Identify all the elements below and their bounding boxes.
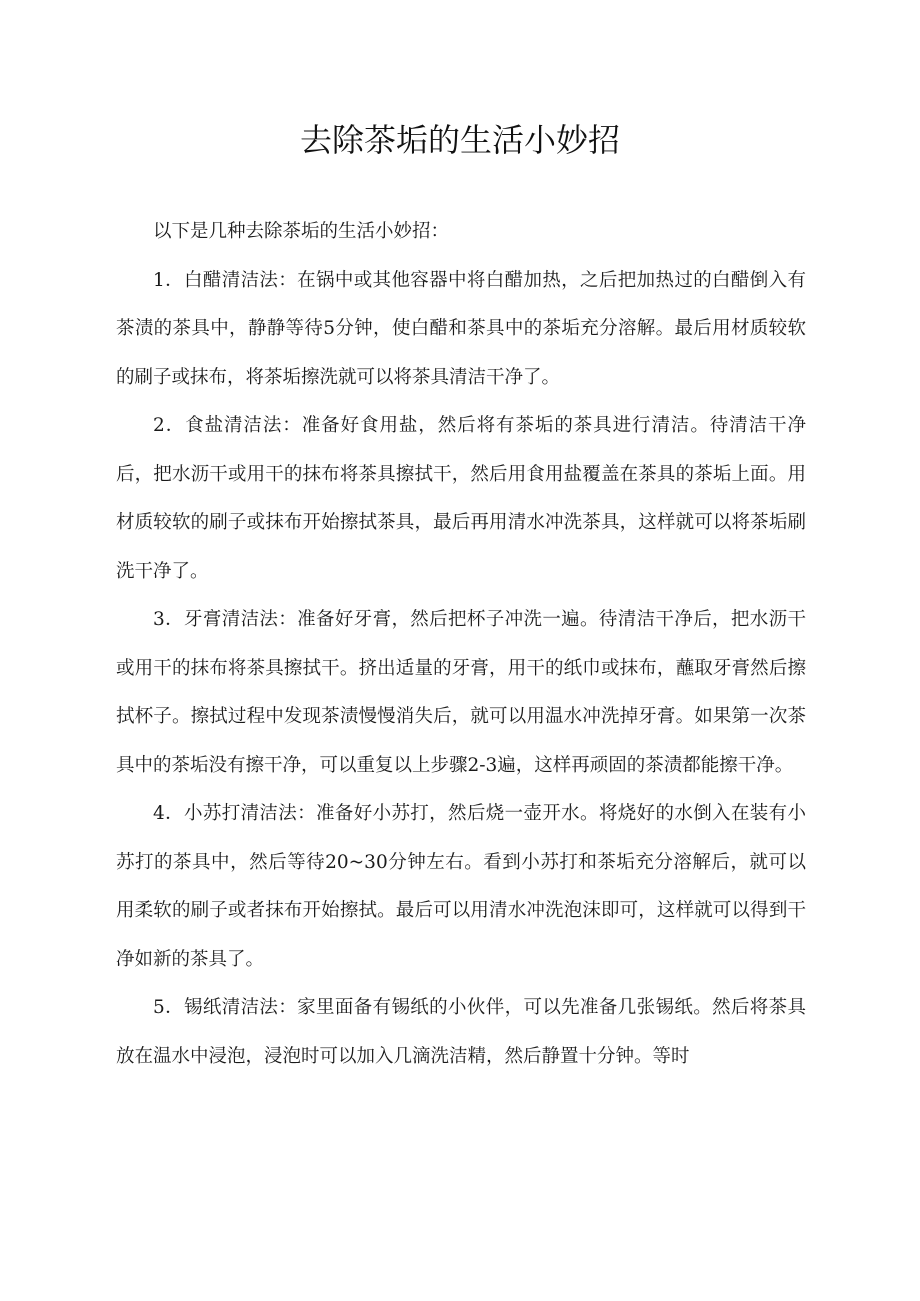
method-paragraph-foil: 5．锡纸清洁法：家里面备有锡纸的小伙伴，可以先准备几张锡纸。然后将茶具放在温水中浸泡，浸泡时可以加入几滴洗洁精，然后静置十分钟。等时 xyxy=(116,997,806,1067)
method-paragraph-baking-soda: 4．小苏打清洁法：准备好小苏打，然后烧一壶开水。将烧好的水倒入在装有小苏打的茶具中，然后等待20~30分钟左右。看到小苏打和茶垢充分溶解后，就可以用柔软的刷子或者抹布开始擦拭。最后可以用清水冲洗泡沫即可，这样就可以得到干净如新的茶具了。 xyxy=(116,803,806,970)
intro-paragraph: 以下是几种去除茶垢的生活小妙招： xyxy=(153,221,450,242)
page-title: 去除茶垢的生活小妙招 xyxy=(299,121,620,159)
method-paragraph-vinegar: 1．白醋清洁法：在锅中或其他容器中将白醋加热，之后把加热过的白醋倒入有茶渍的茶具中，静静等待5分钟，使白醋和茶具中的茶垢充分溶解。最后用材质较软的刷子或抹布，将茶垢擦洗就可以将茶具清洁干净了。 xyxy=(116,269,806,388)
method-paragraph-salt: 2．食盐清洁法：准备好食用盐，然后将有茶垢的茶具进行清洁。待清洁干净后，把水沥干或用干的抹布将茶具擦拭干，然后用食用盐覆盖在茶具的茶垢上面。用材质较软的刷子或抹布开始擦拭茶具，最后再用清水冲洗茶具，这样就可以将茶垢刷洗干净了。 xyxy=(116,415,806,582)
method-paragraph-toothpaste: 3．牙膏清洁法：准备好牙膏，然后把杯子冲洗一遍。待清洁干净后，把水沥干或用干的抹布将茶具擦拭干。挤出适量的牙膏，用干的纸巾或抹布，蘸取牙膏然后擦拭杯子。擦拭过程中发现茶渍慢慢消失后，就可以用温水冲洗掉牙膏。如果第一次茶具中的茶垢没有擦干净，可以重复以上步骤2-3遍，这样再顽固的茶渍都能擦干净。 xyxy=(116,609,806,776)
document-body xyxy=(116,208,806,1081)
